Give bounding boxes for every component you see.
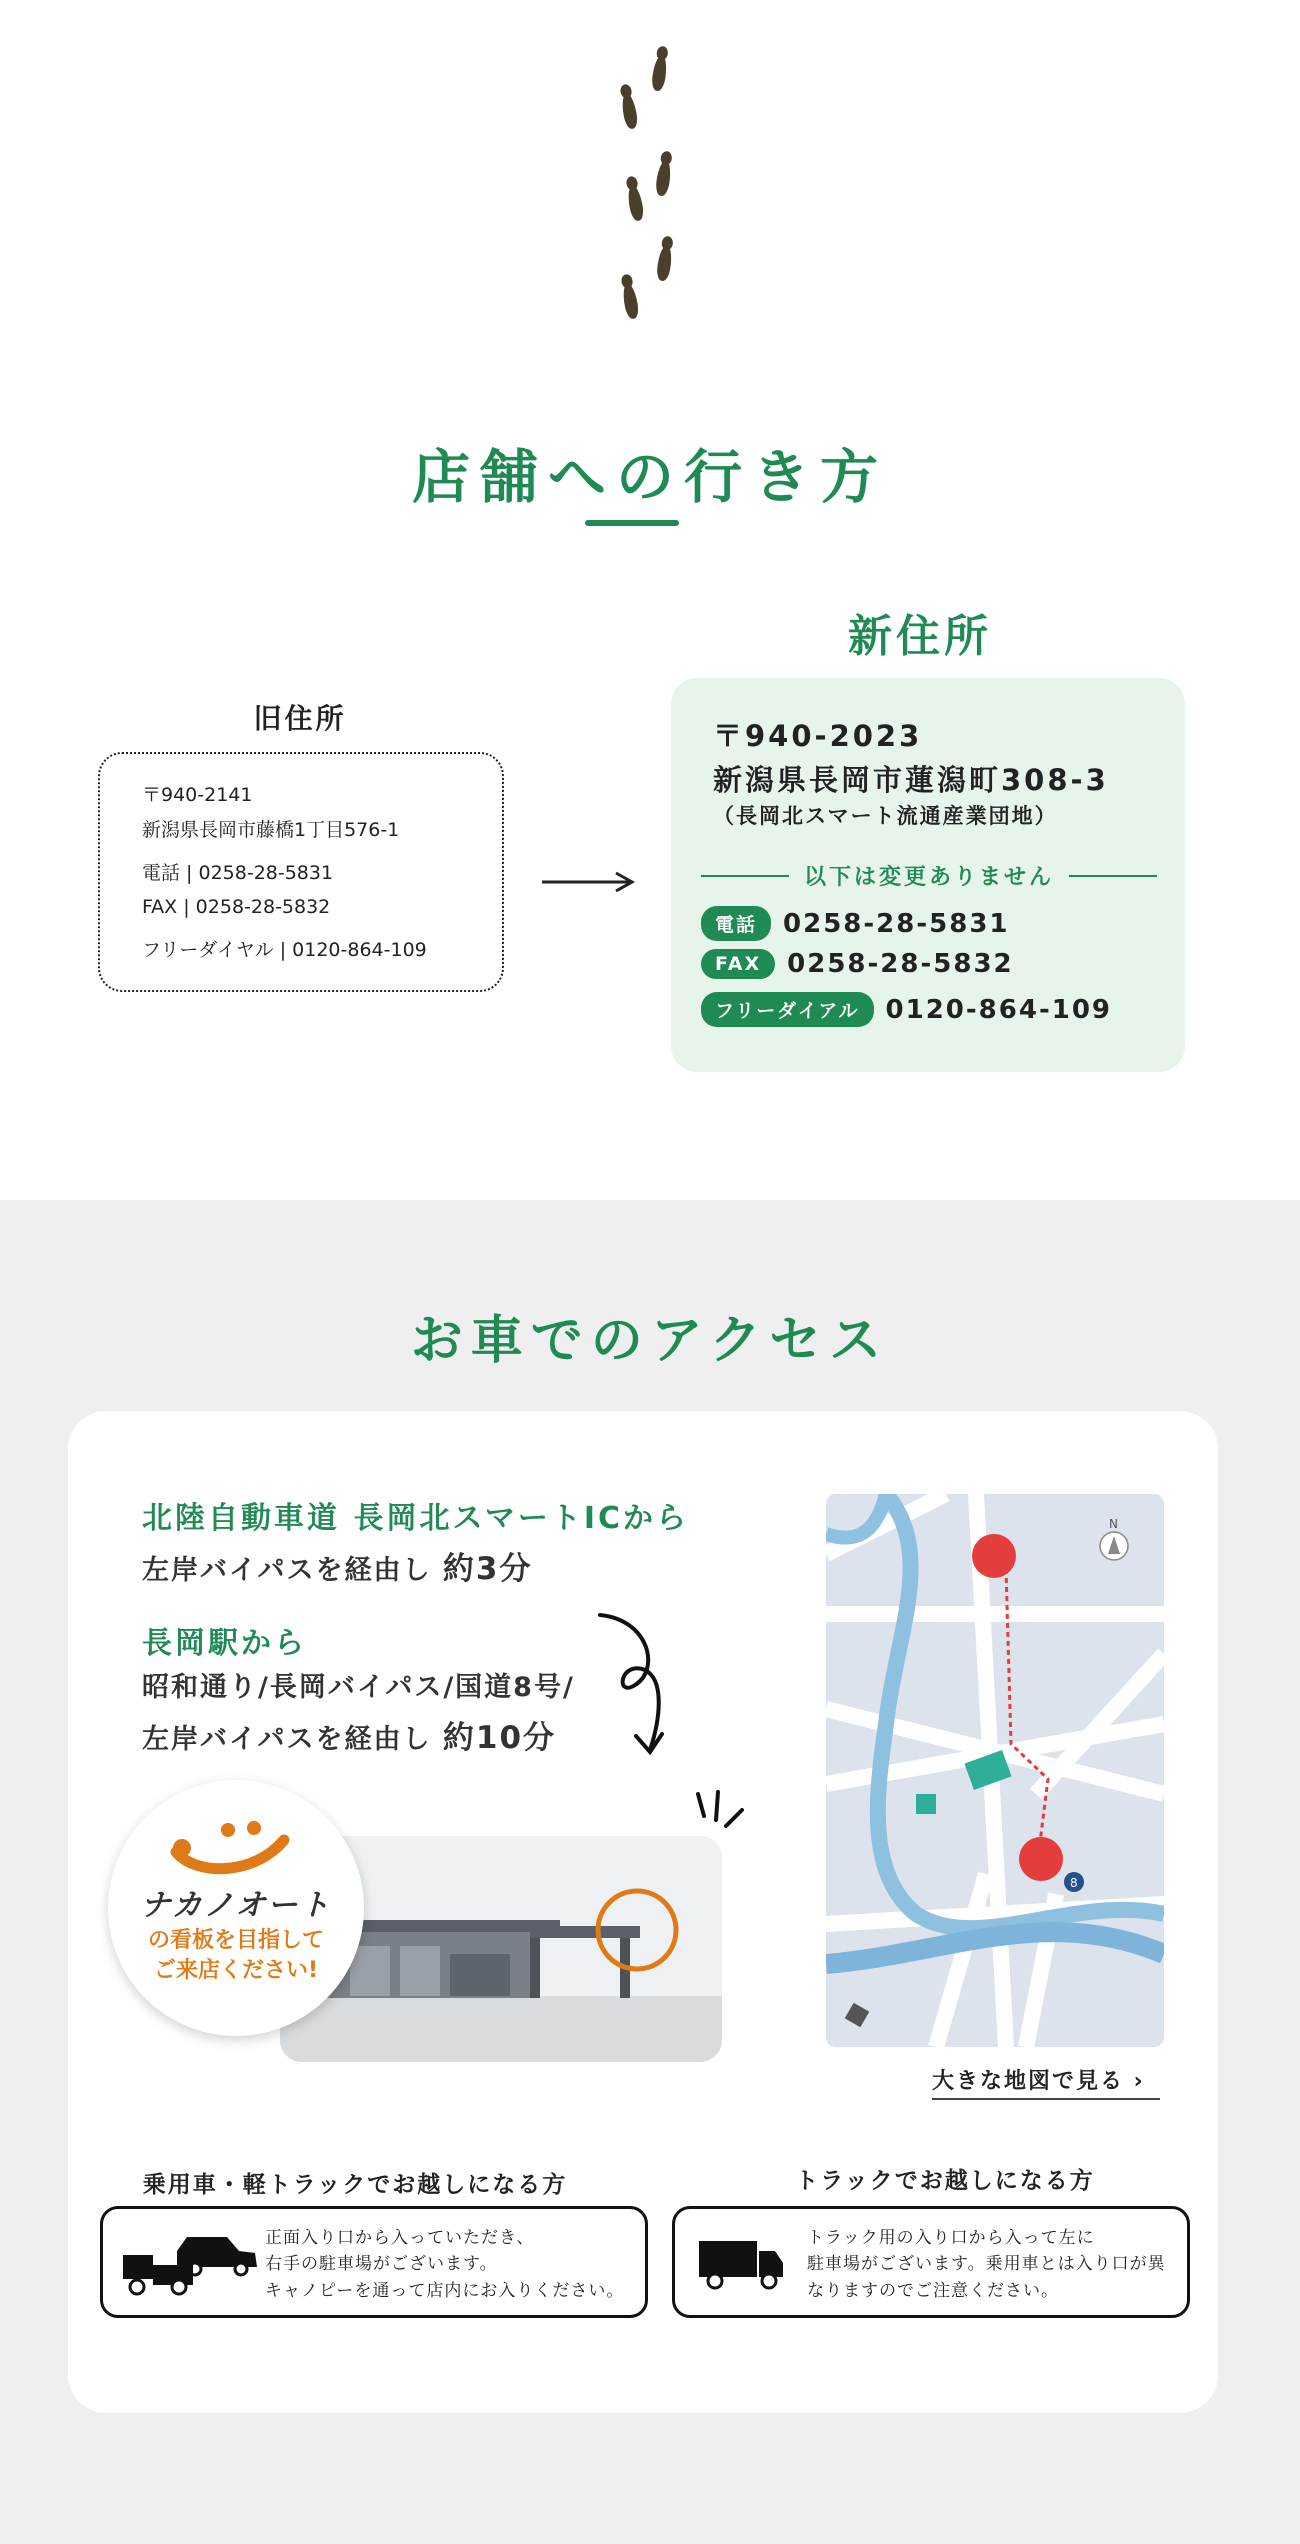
title-underline: [585, 520, 679, 526]
old-address-box: [98, 752, 504, 992]
new-address-heading: 新住所: [848, 611, 992, 662]
page-title: 店舗への行き方: [411, 443, 888, 511]
emphasis-lines-icon: [690, 1790, 750, 1840]
truck-text: [807, 2225, 1166, 2304]
route1-time: 約3分: [442, 1551, 533, 1587]
old-free-dial: フリーダイヤル | 0120-864-109: [142, 939, 427, 962]
route2-heading: 長岡駅から: [142, 1626, 307, 1661]
free-label: フリーダイアル: [701, 992, 874, 1027]
map-north: N: [1109, 1517, 1118, 1531]
truck-icon: [699, 2237, 785, 2291]
car-text: [265, 2225, 624, 2304]
new-address-sub: （長岡北スマート流通産業団地）: [713, 804, 1058, 828]
old-address: 新潟県長岡市藤橋1丁目576-1: [142, 818, 400, 841]
old-zip: 〒940-2141: [142, 784, 253, 806]
new-address-box: [671, 678, 1185, 1072]
route2-time: 約10分: [442, 1720, 557, 1756]
new-fax: 0258-28-5832: [787, 948, 1014, 979]
badge-name: ナカノオート: [140, 1888, 332, 1923]
car-info-box: [100, 2206, 648, 2318]
car-text2: 右手の駐車場がございます。: [265, 2254, 498, 2275]
truck-info-box: [672, 2206, 1190, 2318]
new-tel[interactable]: 0258-28-5831: [783, 908, 1010, 939]
car-text3: キャノピーを通って店内にお入りください。: [265, 2280, 625, 2301]
route1-heading: 北陸自動車道 長岡北スマートICから: [142, 1501, 690, 1536]
route2-text2: [142, 1712, 556, 1757]
new-fax-row: [701, 948, 1014, 979]
curly-arrow-icon: [590, 1610, 680, 1760]
truck-text1: トラック用の入り口から入って左に: [807, 2228, 1095, 2248]
route1-desc: 左岸バイパスを経由し: [142, 1555, 432, 1586]
old-fax: FAX | 0258-28-5832: [142, 896, 331, 919]
truck-text2: 駐車場がございます。乗用車とは入り口が異: [807, 2254, 1166, 2275]
route2-desc: 左岸バイパスを経由し: [142, 1724, 432, 1755]
fax-label: FAX: [701, 949, 775, 979]
badge-msg2: ご来店ください!: [153, 1957, 319, 1983]
car-truck-icon: [117, 2229, 263, 2299]
large-map-link[interactable]: 大きな地図で見る ›: [932, 2064, 1160, 2100]
access-map[interactable]: [826, 1494, 1164, 2047]
unchanged-divider: 以下は変更ありません: [701, 860, 1157, 890]
badge-msg1: の看板を目指して: [147, 1928, 324, 1953]
old-tel: 電話 | 0258-28-5831: [142, 861, 334, 884]
smile-logo-icon: [168, 1818, 298, 1880]
access-title: お車でのアクセス: [410, 1311, 890, 1371]
new-address: 新潟県長岡市蓮潟町308-3: [713, 763, 1109, 797]
new-tel-row: [701, 906, 1010, 941]
truck-text3: なりますのでご注意ください。: [807, 2280, 1059, 2301]
new-zip: 〒940-2023: [713, 719, 923, 753]
tel-label: 電話: [701, 906, 771, 941]
route2-text1: 昭和通り/長岡バイパス/国道8号/: [142, 1672, 575, 1703]
map-image: [826, 1494, 1164, 2047]
new-free-row: [701, 992, 1112, 1027]
car-text1: 正面入り口から入っていただき、: [265, 2228, 535, 2248]
car-heading: 乗用車・軽トラックでお越しになる方: [142, 2172, 568, 2198]
route-number: 8: [1070, 1876, 1078, 1890]
arrow-right-icon: [540, 870, 636, 894]
badge-message: [108, 1926, 364, 1985]
truck-heading: トラックでお越しになる方: [795, 2168, 1095, 2194]
route1-text: [142, 1543, 532, 1588]
nakano-auto-badge: [108, 1780, 364, 2036]
new-free-dial[interactable]: 0120-864-109: [885, 994, 1113, 1025]
old-address-heading: 旧住所: [253, 702, 347, 735]
